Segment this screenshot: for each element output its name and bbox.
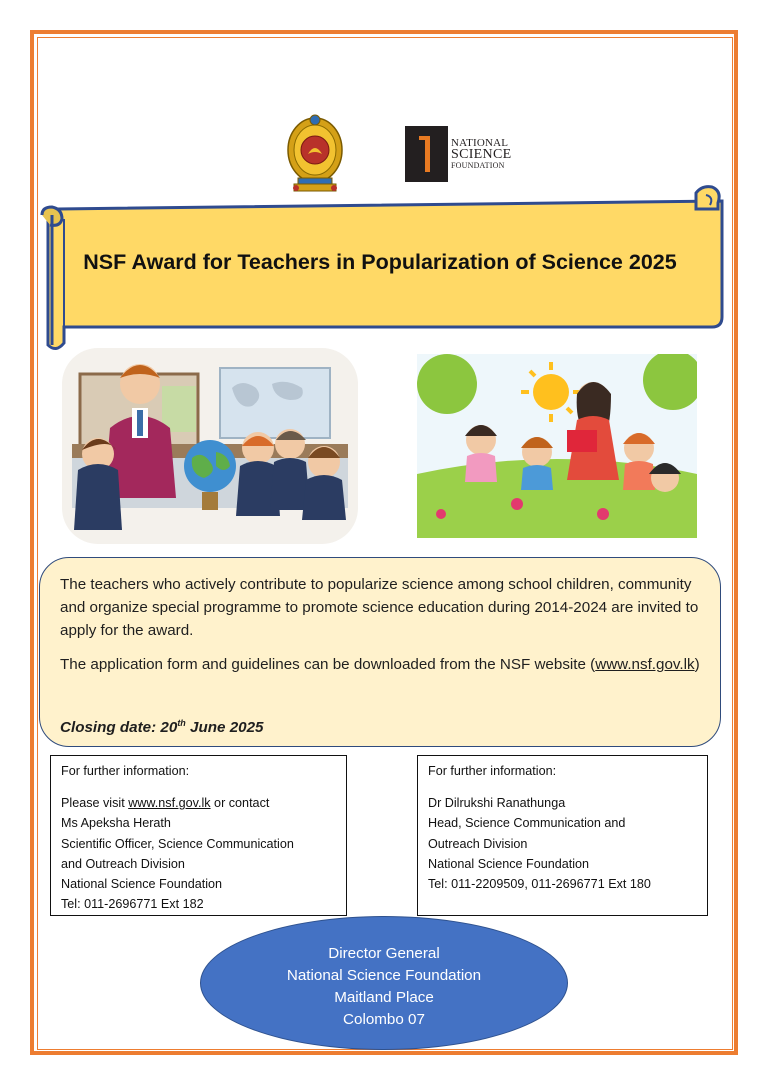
visit-suffix: or contact — [210, 796, 270, 811]
closing-date — [60, 712, 264, 739]
address-ellipse — [200, 916, 568, 1050]
download-text-end: ) — [694, 656, 700, 673]
page-title: NSF Award for Teachers in Popularization of Science 2025 — [83, 250, 677, 274]
closing-date-label: Closing date: 20 — [60, 719, 178, 737]
nsf-logo-mark-icon — [405, 126, 448, 182]
closing-date-month: June 2025 — [185, 719, 264, 737]
contact-tel: Tel: 011-2209509, 011-2696771 Ext 180 — [428, 877, 651, 892]
contact-title-line1: Head, Science Communication and — [428, 816, 626, 831]
nsf-logo-line1: NATIONAL — [451, 137, 509, 149]
closing-date-ordinal: th — [177, 718, 186, 728]
contact-heading: For further information: — [428, 764, 557, 778]
invitation-paragraph: The teachers who actively contribute to popularize science among school children, community and organize special programme to promote science education during 2014-2024 are invited to apply for the award. — [60, 576, 699, 639]
nsf-website-link[interactable]: www.nsf.gov.lk — [595, 656, 695, 673]
children-reading-outdoors-illustration — [417, 354, 697, 538]
call-for-applications-box — [39, 557, 721, 747]
address-line3: Maitland Place — [334, 989, 434, 1006]
address-line4: Colombo 07 — [343, 1011, 425, 1028]
address-line1: Director General — [328, 945, 440, 962]
contact-heading: For further information: — [61, 764, 190, 778]
contact-website-link[interactable]: www.nsf.gov.lk — [128, 796, 211, 811]
sri-lanka-emblem-icon — [286, 112, 344, 194]
contact-title-line1: Scientific Officer, Science Communication — [61, 836, 294, 851]
visit-prefix: Please visit — [61, 796, 129, 811]
contact-tel: Tel: 011-2696771 Ext 182 — [61, 897, 204, 912]
contact-name: Dr Dilrukshi Ranathunga — [428, 796, 566, 811]
nsf-logo — [405, 126, 515, 182]
contact-name: Ms Apeksha Herath — [61, 816, 171, 831]
nsf-logo-line2: SCIENCE — [451, 147, 512, 162]
teacher-with-students-illustration — [62, 348, 358, 544]
nsf-logo-line3: FOUNDATION — [451, 161, 505, 170]
download-paragraph — [60, 653, 710, 676]
contact-box-head — [417, 755, 708, 916]
address-line2: National Science Foundation — [286, 967, 482, 984]
download-text: The application form and guidelines can be downloaded from the NSF website ( — [60, 656, 596, 673]
contact-title-line2: Outreach Division — [428, 836, 528, 851]
contact-title-line2: and Outreach Division — [61, 856, 185, 871]
contact-box-officer — [50, 755, 347, 916]
contact-org: National Science Foundation — [428, 856, 590, 871]
visit-line — [61, 793, 346, 813]
contact-org: National Science Foundation — [61, 877, 223, 892]
